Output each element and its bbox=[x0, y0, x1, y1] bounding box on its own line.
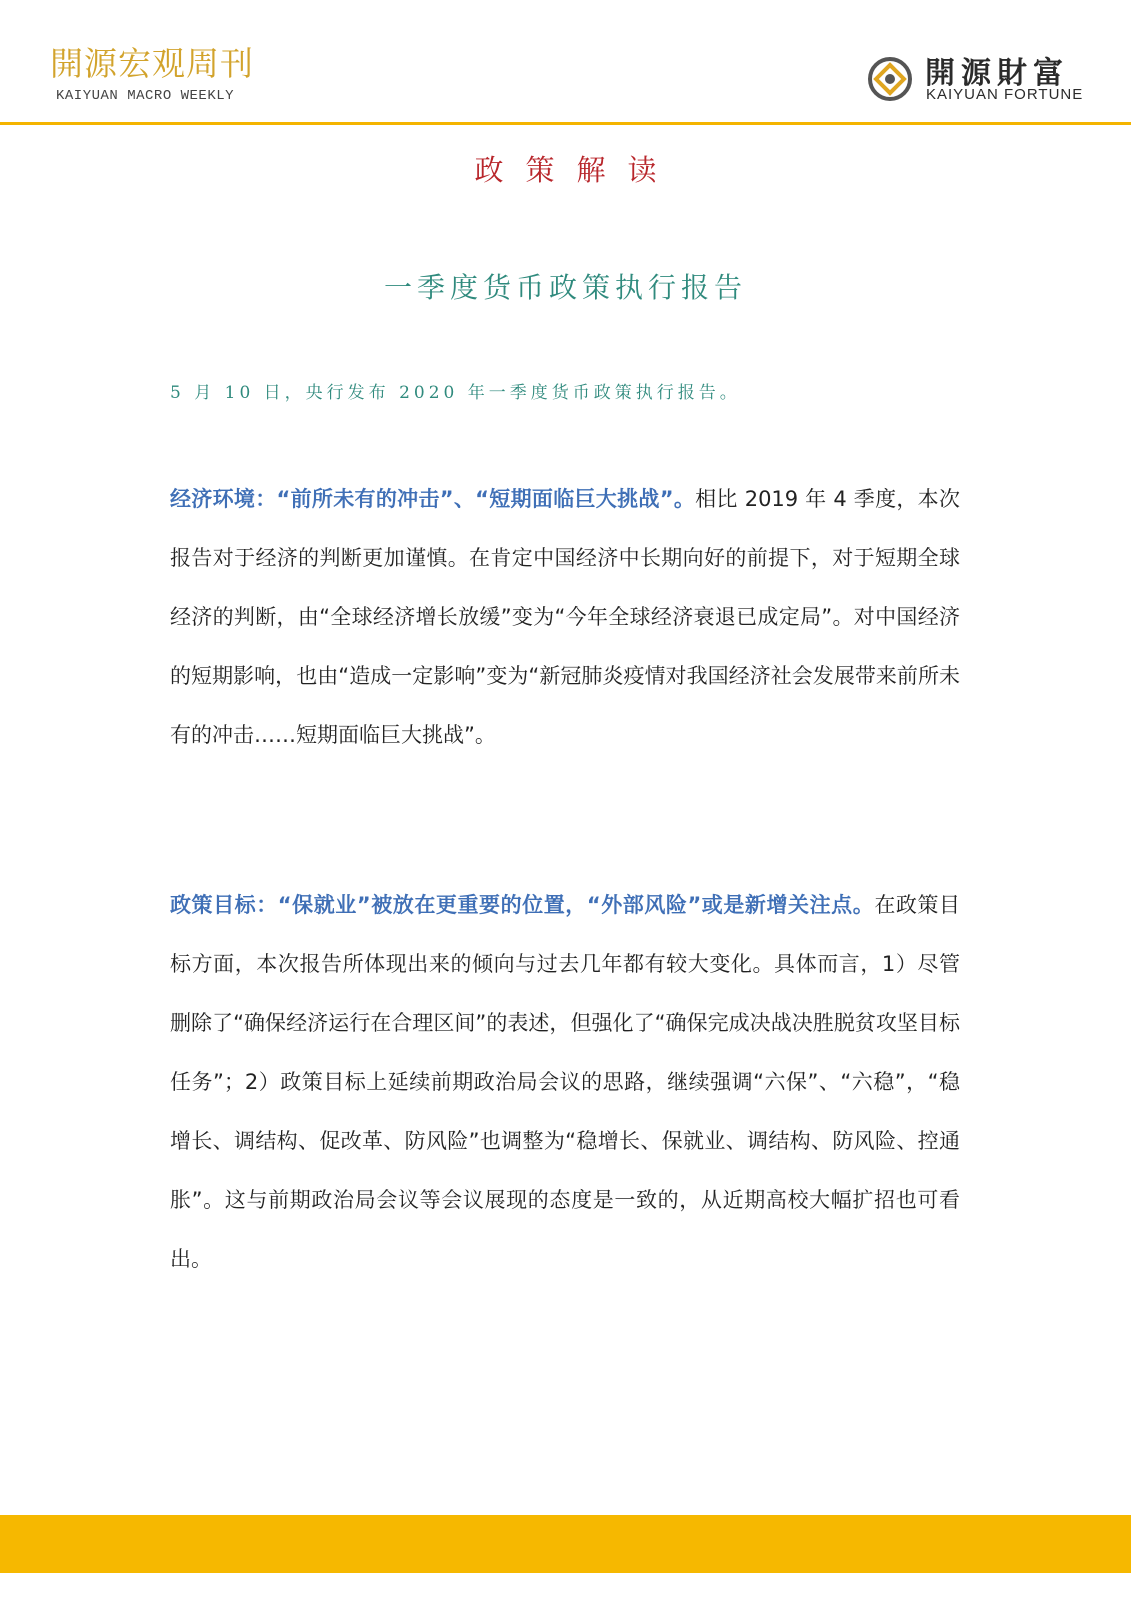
brand-name: 開源財富 bbox=[925, 56, 1069, 91]
paragraph-body: 相比 2019 年 4 季度，本次报告对于经济的判断更加谨慎。在肯定中国经济中长期向好的前提下，对于短期全球经济的判断，由“全球经济增长放缓”变为“今年全球经济衰退已成定局”。对中国经济的短期影响，也由“造成一定影响”变为“新冠肺炎疫情对我国经济社会发展带来前所未有的冲击……短期面临巨大挑战”。 bbox=[170, 487, 960, 747]
section-title: 政策解读 bbox=[474, 153, 679, 187]
paragraph-economic-environment bbox=[170, 470, 960, 765]
weekly-title: 開源宏观周刊 bbox=[50, 44, 254, 83]
brand-name-en: KAIYUAN FORTUNE bbox=[926, 86, 1084, 103]
paragraph-policy-goals bbox=[170, 876, 960, 1289]
weekly-subtitle: KAIYUAN MACRO WEEKLY bbox=[56, 88, 235, 104]
intro-line: 5 月 10 日，央行发布 2020 年一季度货币政策执行报告。 bbox=[170, 383, 741, 403]
paragraph-lead: 政策目标：“保就业”被放在更重要的位置，“外部风险”或是新增关注点。 bbox=[170, 893, 875, 917]
report-title: 一季度货币政策执行报告 bbox=[383, 271, 747, 304]
page-header bbox=[0, 0, 1131, 125]
kaiyuan-logo-icon bbox=[866, 55, 914, 103]
paragraph-lead: 经济环境：“前所未有的冲击”、“短期面临巨大挑战”。 bbox=[170, 487, 696, 511]
footer-bar bbox=[0, 1515, 1131, 1573]
paragraph-body: 在政策目标方面，本次报告所体现出来的倾向与过去几年都有较大变化。具体而言，1）尽管删除了“确保经济运行在合理区间”的表述，但强化了“确保完成决战决胜脱贫攻坚目标任务”；2）政策目标上延续前期政治局会议的思路，继续强调“六保”、“六稳”，“稳增长、调结构、促改革、防风险”也调整为“稳增长、保就业、调结构、防风险、控通胀”。这与前期政治局会议等会议展现的态度是一致的，从近期高校大幅扩招也可看出。 bbox=[170, 893, 960, 1271]
